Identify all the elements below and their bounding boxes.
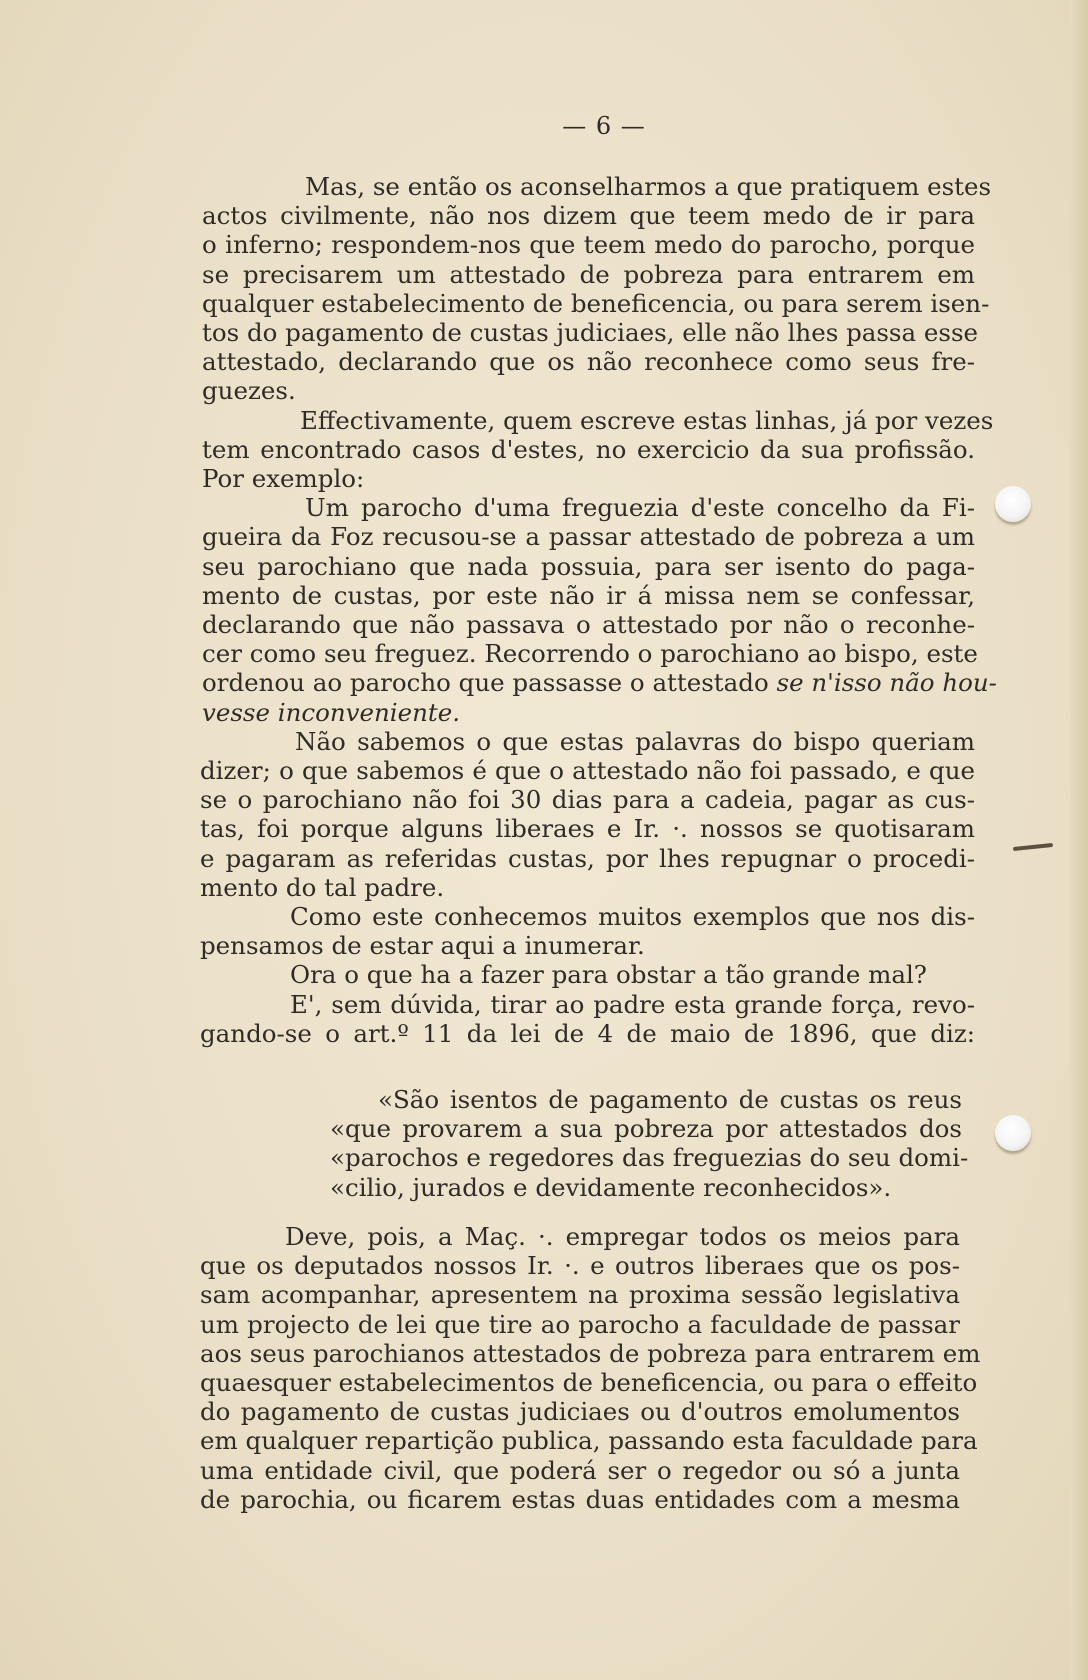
text-line: qualquer estabelecimento de beneficencia, ou para serem isen- [202,288,990,318]
text-line: declarando que não passava o attestado por não o reconhe- [202,610,975,640]
text-line: guezes. [202,376,296,406]
text-line: cer como seu freguez. Recorrendo o parochiano ao bispo, este [202,639,978,669]
text-line: mento do tal padre. [200,872,445,902]
text-line: Deve, pois, a Maç. ·. empregar todos os meios para [285,1222,960,1251]
binder-hole-bottom [995,1115,1031,1151]
text-line: aos seus parochianos attestados de pobreza para entrarem em [200,1338,981,1368]
text-line: sam acompanhar, apresentem na proxima sessão legislativa [200,1280,960,1310]
text-line: Um parocho d'uma freguezia d'este concelho da Fi- [305,493,975,523]
margin-mark [1013,843,1053,851]
quoted-law [330,1085,969,1202]
text-line: se precisarem um attestado de pobreza para entrarem em [202,259,975,289]
text-line: mento de custas, por este não ir á missa nem se confessar, [202,580,975,610]
text-line: o inferno; respondem-nos que teem medo do parocho, porque [202,230,975,260]
text-line: tas, foi porque alguns liberaes e Ir. ·. nossos se quotisaram [200,814,975,844]
text-line: tos do pagamento de custas judiciaes, elle não lhes passa esse [202,318,979,348]
body-text-continued [200,1222,981,1514]
text-line: Como este conhecemos muitos exemplos que nos dis- [290,902,975,932]
text-line: do pagamento de custas judiciaes ou d'outros emolumentos [200,1397,960,1427]
text-line: se o parochiano não foi 30 dias para a cadeia, pagar as cus- [200,785,975,815]
quote-line: «que provarem a sua pobreza por attestados dos [330,1114,962,1144]
text-line: gando-se o art.º 11 da lei de 4 de maio de 1896, que diz: [200,1018,975,1048]
text-line: seu parochiano que nada possuia, para ser isento do paga- [202,551,975,581]
text-line: pensamos de estar aqui a inumerar. [200,931,645,961]
text-line-mixed [202,668,997,698]
text-line: attestado, declarando que os não reconhece como seus fre- [202,347,975,377]
quote-line: «São isentos de pagamento de custas os reus [378,1085,962,1114]
text-line: Não sabemos o que estas palavras do bispo queriam [295,726,975,756]
text-line: actos civilmente, não nos dizem que teem medo de ir para [202,201,975,231]
text-line: dizer; o que sabemos é que o attestado não foi passado, e que [200,756,975,786]
text-line: em qualquer repartição publica, passando esta faculdade para [200,1426,978,1456]
text-line: um projecto de lei que tire ao parocho a faculdade de passar [200,1309,960,1339]
text-line: Ora o que ha a fazer para obstar a tão grande mal? [290,960,927,990]
text-line: gueira da Foz recusou-se a passar attestado de pobreza a um [202,522,975,552]
text-line: uma entidade civil, que poderá ser o regedor ou só a junta [200,1455,960,1485]
italic-segment: se n'isso não hou- [776,668,997,698]
text-line: Effectivamente, quem escreve estas linhas, já por vezes [300,405,994,435]
page-number: — 6 — [562,112,646,140]
body-text [200,172,997,1048]
quote-line: «cilio, jurados e devidamente reconhecidos». [330,1172,892,1202]
italic-segment: vesse inconveniente. [202,697,461,727]
text-line: que os deputados nossos Ir. ·. e outros liberaes que os pos- [200,1251,960,1281]
text-line: Por exemplo: [202,464,365,494]
text-line: E', sem dúvida, tirar ao padre esta grande força, revo- [290,989,975,1019]
text-line: quaesquer estabelecimentos de beneficencia, ou para o effeito [200,1368,978,1398]
text-line [202,698,975,727]
text-line: Mas, se então os aconselharmos a que pratiquem estes [305,172,992,201]
text-line: tem encontrado casos d'estes, no exercicio da sua profissão. [202,434,975,464]
binder-hole-top [995,486,1031,522]
text-segment: ordenou ao parocho que passasse o attestado [202,668,769,698]
quote-line: «parochos e regedores das freguezias do seu domi- [330,1143,969,1173]
page-edge [1070,0,1088,1680]
text-line: de parochia, ou ficarem estas duas entidades com a mesma [200,1484,960,1514]
text-line: e pagaram as referidas custas, por lhes repugnar o procedi- [200,843,975,873]
